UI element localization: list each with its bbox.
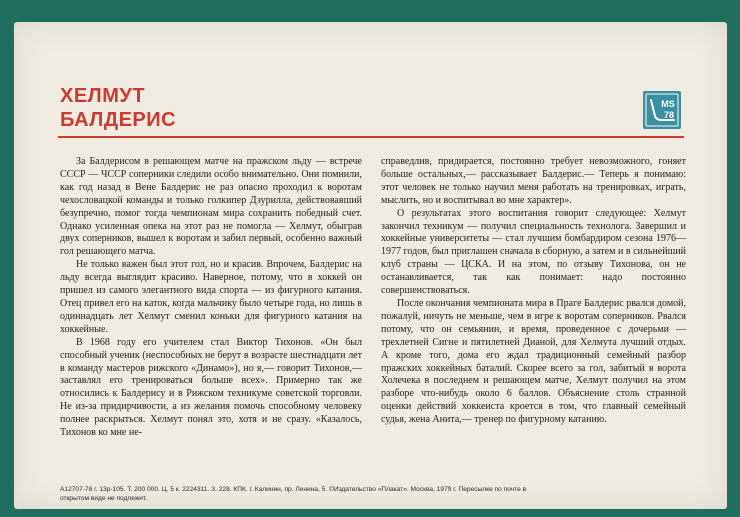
publication-imprint xyxy=(60,486,700,503)
imprint-line-1: А12707-78 г. 13р-105. Т. 200 000. Ц. 5 к. 2224311. З. 228. КПК. г. Калинин, пр. Ленина, 5. ©Издательство «Плакат». Москва, 1979 г. Пересылке по почте в xyxy=(60,486,527,493)
paragraph: После окончания чемпионата мира в Праге Балдерис рвался домой, пожалуй, ничуть не меньше, чем в игре к воротам соперников. Рвался потому, что он семьянин, и время, проведенное с дочерьми — трехлетней Сигне и пятилетней Дианой, для Хелмута лучший отдых. А кроме того, дома его ждал традиционный семейный разбор пражских хоккейных баталий. Скорее всего за гол, забитый в ворота Холечека в последнем и решающем матче, Хелмут получил на этом разборе что-нибудь около 6 баллов. Объяснение столь странной оценки действий хоккеиста кроется в том, что главный семейный судья, жена Анита,— тренер по фигурному катанию. xyxy=(381,297,686,426)
championship-emblem-icon xyxy=(642,90,682,130)
article-left-column xyxy=(60,156,362,440)
page-title xyxy=(60,84,176,132)
emblem-text-top: MS xyxy=(661,99,675,109)
paragraph: В 1968 году его учителем стал Виктор Тихонов. «Он был способный ученик (неспособных не берут в возрасте шестнадцати лет в команду мастеров рижского «Динамо»), но я,— говорит Тихонов,— заставлял его тренироваться больше всех». Примерно так же относились к Балдерису и в Рижском техникуме советской торговли. Не из-за придирчивости, а из желания помочь способному человеку полнее раскрыться. Хелмут понял это, хотя и не сразу. «Казалось, Тихонов ко мне не- xyxy=(60,336,362,439)
paragraph: Не только важен был этот гол, но и красив. Впрочем, Балдерис на льду всегда выглядит красиво. Наверное, потому, что в хоккей он пришел из самого элегантного вида спорта — из фигурного катания. Отец привел его на каток, когда мальчику было четыре года, но лишь в одиннадцать лет Хелмут сменил коньки для фигурного катания на хоккейные. xyxy=(60,259,362,335)
imprint-line-2: открытом виде не подлежит. xyxy=(60,494,148,502)
article-right-column xyxy=(381,156,686,427)
paragraph-continued: справедлив, придирается, постоянно требует невозможного, гоняет больше остальных,— рассказывает Балдерис.— Теперь я понимаю: этот человек не только научил меня работать на тренировках, играть, мыслить, но и воспитывал во мне характер». xyxy=(381,156,686,206)
paragraph: За Балдерисом в решающем матче на пражском льду — встрече СССР — ЧССР соперники следили особо внимательно. Они помнили, как год назад в Вене Балдерис не раз опасно проходил к воротам чехословацкой команды и только голкипер Дзурилла, действовавший безупречно, помог тогда чемпионам мира сохранить победный счет. Однако усиленная опека на этот раз не помогла — Хелмут, обыграв двух соперников, вышел к воротам и забил первый, особенно важный гол решающего матча. xyxy=(60,156,362,258)
paragraph: О результатах этого воспитания говорит следующее: Хелмут закончил техникум — получил специальность технолога. Завершил и хоккейные университеты — стал лучшим бомбардиром сезона 1976—1977 годов, был приглашен сначала в сборную, а затем и в сильнейший клуб страны — ЦСКА. И на этом, по отзыву Тихонова, он не останавливается, так как понимает: надо постоянно совершенствоваться. xyxy=(381,207,686,297)
emblem-text-bottom: 78 xyxy=(663,110,675,120)
title-last-name: БАЛДЕРИС xyxy=(60,109,177,131)
title-first-name: ХЕЛМУТ xyxy=(60,85,146,107)
title-divider xyxy=(58,136,684,138)
